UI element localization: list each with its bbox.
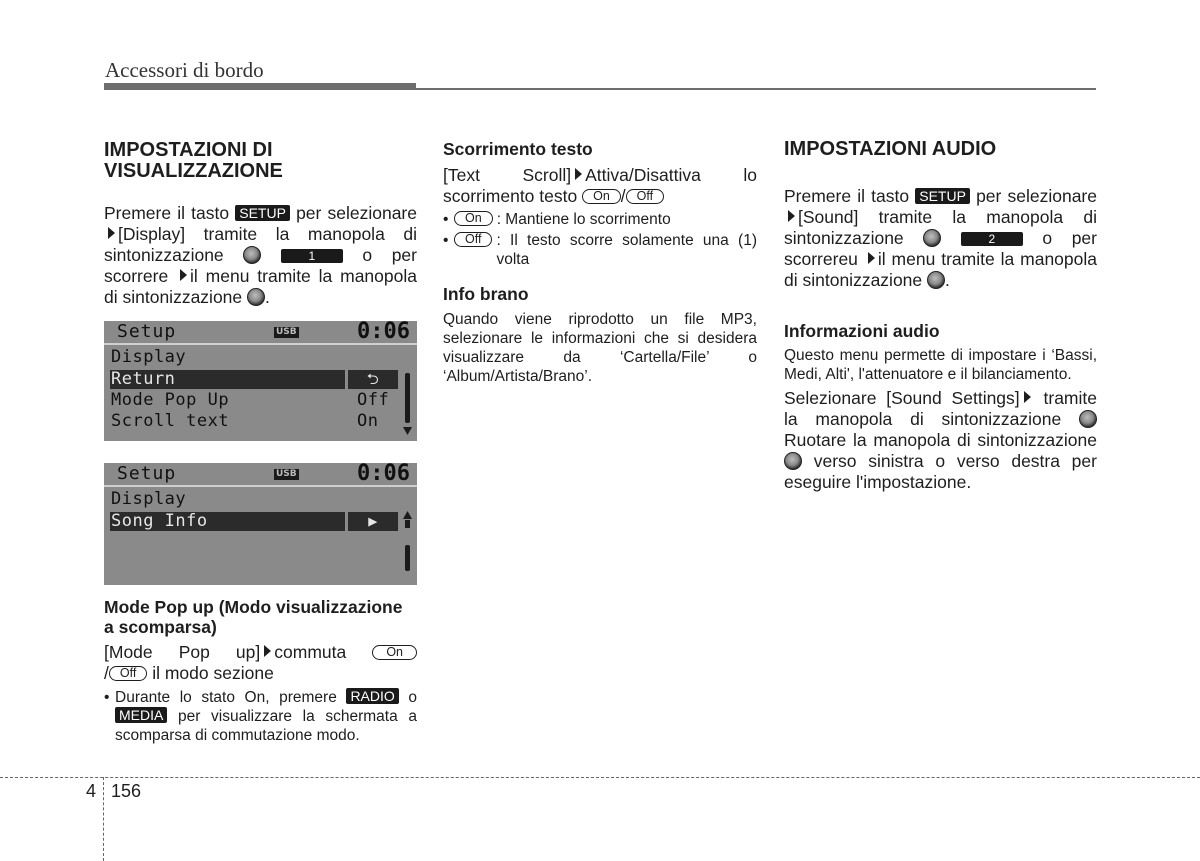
off-pill: Off	[109, 666, 147, 681]
scroll-on-note: • On : Mantiene lo scorrimento	[443, 211, 671, 228]
radio-media-note: • Durante lo stato On, premere RADIO o MEDIA per visualizzare la schermata a scomparsa di commutazione modo.	[104, 688, 417, 744]
step-number-badge: 2	[961, 232, 1023, 246]
media-key: MEDIA	[115, 707, 167, 723]
arrow-right-icon	[1024, 391, 1031, 403]
scroll-text-heading: Scorrimento testo	[443, 139, 593, 159]
sound-settings-text: Selezionare [Sound Settings] tramite la manopola di sintonizzazione Ruotare la manopola di sintonizzazione verso sinistra o verso destra per eseguire l'impostazione.	[784, 388, 1097, 492]
arrow-right-icon	[575, 168, 582, 180]
display-menu-screen	[104, 321, 417, 441]
on-pill: On	[372, 645, 417, 660]
audio-settings-heading: IMPOSTAZIONI AUDIO	[784, 138, 997, 160]
screen-subtitle: Display	[111, 489, 187, 509]
arrow-right-icon	[868, 252, 875, 264]
scroll-text-instructions: [Text Scroll] Attiva/Disattiva lo scorrimento testo On / Off	[443, 165, 757, 206]
song-info-text: Quando viene riprodotto un file MP3, selezionare le informazioni che si desidera visualizzare da ‘Cartella/File’ o ‘Album/Artista/Brano’.	[443, 311, 757, 385]
header-rule-thin	[416, 88, 1096, 90]
audio-info-text: Questo menu permette di impostare i ‘Bassi, Medi, Alti', l'attenuatore e il bilanciamento.	[784, 347, 1097, 383]
mode-pop-up-text: [Mode Pop up] commuta On / Off il modo sezione	[104, 642, 417, 684]
screen-scrollbar[interactable]	[403, 511, 412, 573]
running-header: Accessori di bordo	[105, 58, 264, 82]
column-2	[443, 139, 757, 386]
usb-icon: USB	[276, 469, 297, 479]
tuning-knob-icon	[923, 229, 941, 247]
usb-icon: USB	[276, 327, 297, 337]
screen-subtitle: Display	[111, 347, 187, 367]
radio-key: RADIO	[346, 688, 398, 704]
screen-title: Setup	[117, 463, 177, 484]
menu-item-scroll-text[interactable]: Scroll text On	[111, 411, 379, 431]
song-info-screen	[104, 463, 417, 585]
section-number: 4	[86, 781, 97, 801]
step-number-badge: 1	[281, 249, 343, 263]
arrow-right-icon	[788, 210, 795, 222]
menu-item-mode-pop-up[interactable]: Mode Pop Up Off	[111, 390, 390, 410]
display-settings-heading: IMPOSTAZIONI DI VISUALIZZAZIONE	[104, 139, 283, 182]
header-rule	[104, 83, 416, 90]
bullet-dot: •	[104, 689, 110, 706]
tuning-knob-icon	[1079, 410, 1097, 428]
screen-clock: 0:06	[357, 461, 410, 486]
tuning-knob-icon	[927, 271, 945, 289]
setup-key: SETUP	[915, 188, 970, 204]
tuning-knob-icon	[784, 452, 802, 470]
audio-instructions: Premere il tasto SETUP per selezionare [Sound] tramite la manopola di sintonizzazione 2 o per scorrereu il menu tramite la manopola di sintonizzazione .	[784, 186, 1097, 290]
column-1	[104, 140, 417, 745]
display-instructions: Premere il tasto SETUP per selezionare [Display] tramite la manopola di sintonizzazione 1 o per scorrere il menu tramite la manopola di sintonizzazione .	[104, 203, 417, 307]
arrow-right-icon	[108, 227, 115, 239]
return-icon: ⮌	[348, 370, 398, 389]
off-pill: Off	[626, 189, 664, 204]
off-pill: Off	[454, 232, 492, 247]
audio-info-heading: Informazioni audio	[784, 321, 940, 341]
arrow-right-icon: ▶	[348, 512, 398, 531]
tuning-knob-icon	[247, 288, 265, 306]
on-pill: On	[454, 211, 493, 226]
song-info-heading: Info brano	[443, 284, 529, 304]
arrow-right-icon	[264, 645, 271, 657]
page-number: 156	[111, 781, 142, 801]
screen-title: Setup	[117, 321, 177, 342]
menu-item-song-info[interactable]: Song Info ▶	[104, 511, 417, 532]
mode-pop-up-heading: Mode Pop up (Modo visualizzazione a scomparsa)	[104, 597, 403, 637]
scroll-off-note: • Off : Il testo scorre solamente una (1) volta	[443, 232, 757, 268]
footer-divider	[103, 777, 104, 861]
menu-item-return[interactable]: Return ⮌	[104, 369, 417, 390]
tuning-knob-icon	[243, 246, 261, 264]
setup-key: SETUP	[235, 205, 290, 221]
footer-rule	[0, 777, 1200, 778]
column-3	[784, 139, 1097, 493]
arrow-right-icon	[180, 269, 187, 281]
screen-clock: 0:06	[357, 319, 410, 344]
on-pill: On	[582, 189, 621, 204]
screen-scrollbar[interactable]	[403, 371, 412, 437]
